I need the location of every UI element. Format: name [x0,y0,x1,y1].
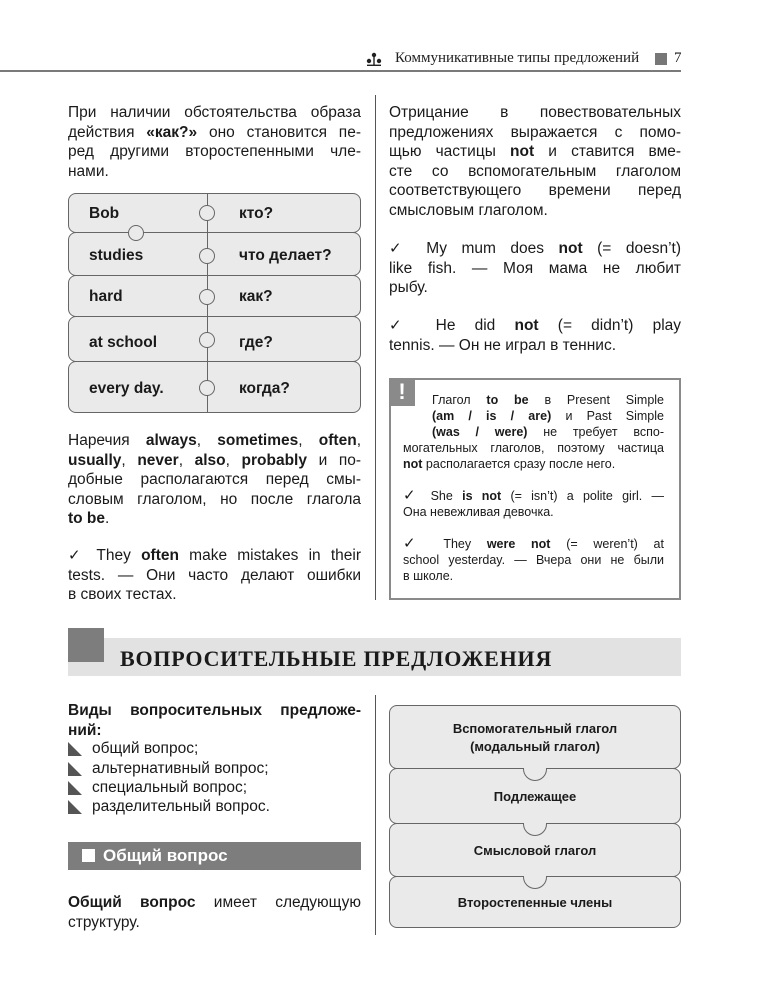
sentence-puzzle [68,193,361,413]
note-text-cont: могательных глаголов, поэтому частица not располагается сразу после него. [403,441,664,471]
flow-block: Подлежащее [389,768,681,824]
tree-icon [366,52,382,66]
section-title: ВОПРОСИТЕЛЬНЫЕ ПРЕДЛОЖЕНИЯ [120,646,553,671]
list-item: альтернативный вопрос; [92,760,269,777]
intro-paragraph: При наличии обстоятельства образа действия «как?» оно становится пе- ред другими второстепенными чле- нами. [68,104,361,180]
checkmark-icon: ✓ [389,239,412,257]
triangle-bullet-icon [68,800,82,814]
general-question-paragraph: Общий вопрос имеет следующую структуру. [68,894,361,931]
page-number: 7 [674,50,682,66]
note-example-1: ✓ She is not (= isn’t) a polite girl. — Она невежливая девочка. [403,486,664,519]
triangle-bullet-icon [68,742,82,756]
column-divider-bottom [375,695,376,935]
flow-block: Вспомогательный глагол (модальный глагол) [389,705,681,769]
puzzle-row: at school где? [68,316,361,362]
example-didnt: ✓ He did not (= didn’t) play tennis. — Он не играл в теннис. [389,316,682,354]
triangle-bullet-icon [68,762,82,776]
list-item: разделительный вопрос. [92,798,270,815]
exclamation-icon: ! [389,378,415,406]
negation-paragraph: Отрицание в повествовательных предложениях выражается с помо- щью частицы not и ставится вме- сте со вспомогательным глаголом соответствующего времени перед смысловым глаголом. [389,104,682,219]
subsection-square-icon [82,849,95,862]
checkmark-icon: ✓ [403,534,428,552]
list-item: специальный вопрос; [92,779,248,796]
section-square-icon [68,628,104,662]
subsection-title: Общий вопрос [103,846,228,865]
header-square-icon [655,53,667,65]
running-header: Коммуникативные типы предложений [395,50,640,66]
note-example-2: ✓ They were not (= weren’t) at school yesterday. — Вчера они не были в школе. [403,534,664,583]
column-divider-top [375,95,376,600]
note-text: Глагол to be в Present Simple (am / is / are) и Past Simple (was / were) не требует вспо- [432,393,664,439]
puzzle-row: every day. когда? [68,361,361,413]
flow-block: Смысловой глагол [389,823,681,877]
puzzle-row: Bob кто? [68,193,361,233]
checkmark-icon: ✓ [68,546,87,564]
example-often: ✓ They often make mistakes in their tests. — Они часто делают ошибки в своих тестах. [68,546,362,603]
triangle-bullet-icon [68,781,82,795]
example-doesnt: ✓ My mum does not (= doesn’t) like fish. — Моя мама не любит рыбу. [389,239,681,296]
question-types-heading: Виды вопросительных предложе- ний: [68,702,361,739]
checkmark-icon: ✓ [389,316,417,334]
list-item: общий вопрос; [92,740,199,757]
checkmark-icon: ✓ [403,486,422,504]
header-rule [0,70,681,72]
puzzle-row: studies что делает? [68,232,361,276]
flow-block: Второстепенные члены [389,876,681,928]
puzzle-row: hard как? [68,275,361,317]
adverbs-paragraph: Наречия always, sometimes, often, usually, never, also, probably и по- добные располагаются перед смы- словым глаголом, но после глагола to be. [68,432,361,527]
